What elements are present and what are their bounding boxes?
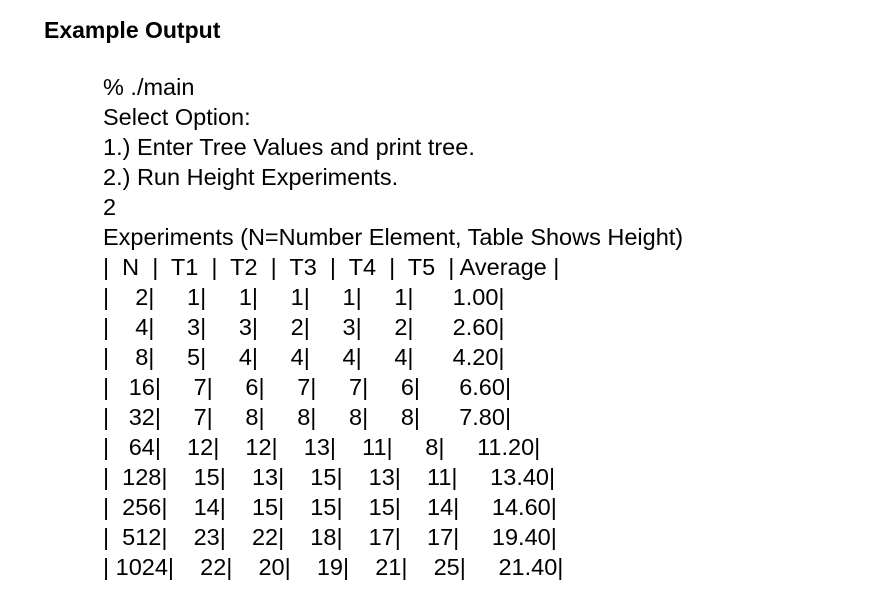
command-line: % ./main [103,74,195,100]
menu-prompt: Select Option: [103,104,251,130]
section-heading: Example Output [44,17,221,43]
table-row: | 128| 15| 13| 15| 13| 11| 13.40| [103,464,556,490]
table-row: | 4| 3| 3| 2| 3| 2| 2.60| [103,314,505,340]
table-row: | 16| 7| 6| 7| 7| 6| 6.60| [103,374,512,400]
table-row: | 64| 12| 12| 13| 11| 8| 11.20| [103,434,541,460]
table-header: | N | T1 | T2 | T3 | T4 | T5 | Average | [103,254,560,280]
table-row: | 1024| 22| 20| 19| 21| 25| 21.40| [103,554,564,580]
menu-option-2: 2.) Run Height Experiments. [103,164,399,190]
table-row: | 512| 23| 22| 18| 17| 17| 19.40| [103,524,557,550]
table-row: | 8| 5| 4| 4| 4| 4| 4.20| [103,344,505,370]
user-input: 2 [103,194,117,220]
table-row: | 256| 14| 15| 15| 15| 14| 14.60| [103,494,557,520]
table-row: | 2| 1| 1| 1| 1| 1| 1.00| [103,284,505,310]
table-row: | 32| 7| 8| 8| 8| 8| 7.80| [103,404,512,430]
terminal-output [103,72,683,582]
menu-option-1: 1.) Enter Tree Values and print tree. [103,134,475,160]
experiments-title: Experiments (N=Number Element, Table Shows Height) [103,224,684,250]
